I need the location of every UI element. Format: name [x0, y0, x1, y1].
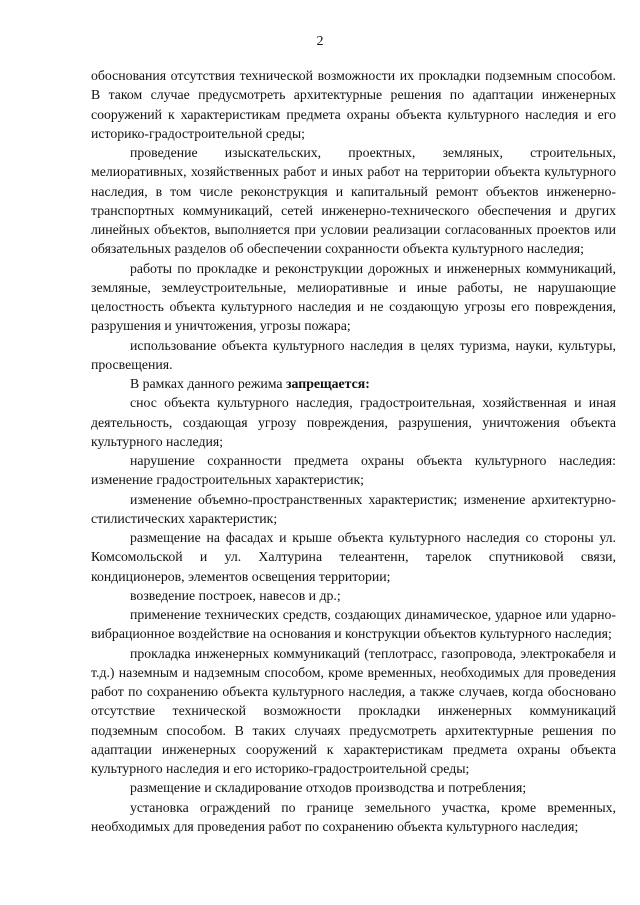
paragraph-text: изменение объемно-пространственных характеристик; изменение архитектурно-стилистических характеристик;	[91, 491, 616, 526]
paragraph	[91, 778, 616, 797]
paragraph-text: использование объекта культурного наследия в целях туризма, науки, культуры, просвещения.	[91, 337, 616, 372]
paragraph	[91, 528, 616, 586]
paragraph	[91, 66, 616, 143]
paragraph	[91, 259, 616, 336]
paragraph-text: работы по прокладке и реконструкции дорожных и инженерных коммуникаций, земляные, землеустроительные, мелиоративные и иные работы, не нарушающие целостность объекта культурного наследия и не создающую угрозы его повреждения, разрушения и уничтожения, угрозы пожара;	[91, 260, 616, 334]
paragraph	[91, 374, 616, 393]
paragraph-text: снос объекта культурного наследия, градостроительная, хозяйственная и иная деятельность, создающая угрозу повреждения, разрушения, уничтожения объекта культурного наследия;	[91, 395, 616, 449]
paragraph	[91, 586, 616, 605]
paragraph-text: проведение изыскательских, проектных, земляных, строительных, мелиоративных, хозяйственных работ и иных работ на территории объекта культурного наследия, в том числе реконструкция и капитальный ремонт объектов инженерно-транспортных коммуникаций, сетей инженерно-технического обеспечения и других линейных объектов, выполняется при условии реализации согласованных проектов или обязательных разделов об обеспечении сохранности объекта культурного наследия;	[91, 145, 616, 257]
document-body	[91, 66, 616, 836]
paragraph-text: нарушение сохранности предмета охраны объекта культурного наследия: изменение градостроительных характеристик;	[91, 453, 616, 488]
paragraph	[91, 605, 616, 644]
paragraph	[91, 336, 616, 375]
paragraph	[91, 143, 616, 259]
paragraph-text: размещение на фасадах и крыше объекта культурного наследия со стороны ул. Комсомольской и ул. Халтурина телеантенн, тарелок спутниковой связи, кондиционеров, элементов освещения территории;	[91, 530, 616, 584]
paragraph	[91, 798, 616, 837]
paragraph	[91, 393, 616, 451]
paragraph-text: В рамках данного режима	[130, 376, 286, 391]
paragraph	[91, 644, 616, 779]
paragraph	[91, 451, 616, 490]
paragraph-text: возведение построек, навесов и др.;	[130, 587, 341, 603]
paragraph-text: размещение и складирование отходов производства и потребления;	[130, 780, 527, 796]
paragraph-text: обоснования отсутствия технической возможности их прокладки подземным способом. В таком случае предусмотреть архитектурные решения по адаптации инженерных сооружений к характеристикам предмета охраны объекта культурного наследия и его историко-градостроительной среды;	[91, 68, 616, 141]
page-number: 2	[316, 34, 324, 49]
paragraph-text: прокладка инженерных коммуникаций (теплотрасс, газопровода, электрокабеля и т.д.) наземным и надземным способом, кроме временных, необходимых для проведения работ по сохранению объекта культурного наследия, а также случаев, когда обосновано отсутствие технической возможности прокладки инженерных коммуникаций подземным способом. В таких случаях предусмотреть архитектурные решения по адаптации инженерных сооружений к характеристикам предмета охраны объекта культурного наследия и его историко-градостроительной среды;	[91, 645, 616, 776]
paragraph	[91, 490, 616, 529]
paragraph-bold-text: запрещается:	[286, 376, 370, 391]
paragraph-text: установка ограждений по границе земельного участка, кроме временных, необходимых для проведения работ по сохранению объекта культурного наследия;	[91, 799, 616, 834]
paragraph-text: применение технических средств, создающих динамическое, ударное или ударно-вибрационное воздействие на основания и конструкции объектов культурного наследия;	[91, 607, 616, 642]
